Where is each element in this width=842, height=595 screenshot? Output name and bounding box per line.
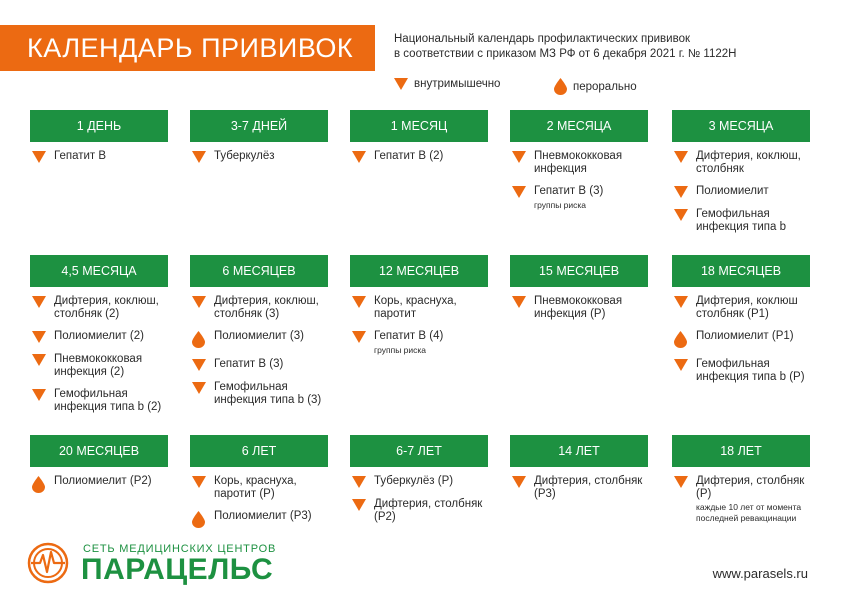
vaccine-item — [672, 358, 810, 383]
vaccine-item — [190, 330, 328, 348]
vaccine-label: Полиомиелит (Р2) — [54, 475, 152, 487]
vaccine-text — [534, 185, 603, 210]
age-header: 3-7 ДНЕЙ — [190, 110, 328, 142]
vaccine-text — [214, 510, 312, 523]
vaccine-item — [190, 381, 328, 406]
triangle-down-icon — [674, 359, 688, 371]
triangle-down-icon — [674, 209, 688, 221]
vaccine-type-marker — [32, 353, 54, 366]
vaccine-text — [54, 353, 168, 378]
vaccine-label: Гемофильная инфекция типа b — [696, 208, 787, 233]
triangle-down-icon — [512, 151, 526, 163]
vaccine-item — [510, 185, 648, 210]
vaccine-text — [214, 330, 304, 343]
triangle-down-icon — [674, 186, 688, 198]
triangle-down-icon — [352, 151, 366, 163]
vaccine-text — [534, 150, 648, 175]
vaccine-type-marker — [192, 510, 214, 528]
vaccine-type-marker — [674, 150, 696, 163]
vaccine-label: Гемофильная инфекция типа b (3) — [214, 381, 322, 406]
triangle-down-icon — [192, 296, 206, 308]
vaccine-type-marker — [32, 475, 54, 493]
age-header: 6 ЛЕТ — [190, 435, 328, 467]
vaccine-text — [54, 295, 168, 320]
vaccine-type-marker — [32, 330, 54, 343]
vaccine-text — [696, 295, 810, 320]
age-header: 1 ДЕНЬ — [30, 110, 168, 142]
triangle-down-icon — [352, 296, 366, 308]
vaccine-label: Дифтерия, столбняк (Р3) — [534, 475, 643, 500]
vaccine-item — [190, 510, 328, 528]
age-column — [190, 255, 328, 416]
vaccine-type-marker — [192, 381, 214, 394]
age-column — [30, 255, 168, 423]
vaccine-label: Полиомиелит (3) — [214, 330, 304, 342]
vaccine-item — [672, 295, 810, 320]
age-header: 6 МЕСЯЦЕВ — [190, 255, 328, 287]
triangle-down-icon — [352, 476, 366, 488]
vaccine-type-marker — [32, 295, 54, 308]
vaccine-item — [30, 295, 168, 320]
age-header: 2 МЕСЯЦА — [510, 110, 648, 142]
triangle-down-icon — [192, 359, 206, 371]
age-header: 1 МЕСЯЦ — [350, 110, 488, 142]
subtitle-line-1: Национальный календарь профилактических прививок — [394, 33, 691, 45]
vaccine-text — [696, 150, 810, 175]
legend — [394, 78, 654, 94]
age-header: 3 МЕСЯЦА — [672, 110, 810, 142]
vaccine-label: Дифтерия, коклюш столбняк (Р1) — [696, 295, 798, 320]
age-column — [30, 435, 168, 503]
vaccine-text — [374, 498, 488, 523]
vaccine-text — [374, 295, 488, 320]
vaccine-type-marker — [352, 498, 374, 511]
vaccine-item — [190, 358, 328, 371]
vaccine-item — [672, 150, 810, 175]
vaccine-type-marker — [352, 475, 374, 488]
vaccine-item — [350, 498, 488, 523]
vaccine-text — [374, 475, 453, 488]
age-header: 20 МЕСЯЦЕВ — [30, 435, 168, 467]
vaccine-item — [510, 150, 648, 175]
age-column — [510, 110, 648, 220]
vaccine-type-marker — [352, 330, 374, 343]
vaccine-text — [696, 208, 810, 233]
vaccine-note: группы риска — [534, 199, 587, 210]
vaccine-label: Полиомиелит (Р3) — [214, 510, 312, 522]
triangle-down-icon — [32, 389, 46, 401]
age-header: 18 ЛЕТ — [672, 435, 810, 467]
triangle-down-icon — [512, 296, 526, 308]
vaccine-type-marker — [512, 185, 534, 198]
vaccine-label: Гепатит В (3) — [214, 358, 284, 370]
vaccine-item — [350, 295, 488, 320]
vaccine-item — [672, 208, 810, 233]
triangle-down-icon — [674, 476, 688, 488]
vaccine-label: Гепатит В (4) — [374, 330, 444, 342]
triangle-down-icon — [394, 78, 408, 90]
vaccine-item — [30, 353, 168, 378]
vaccine-text — [54, 330, 144, 343]
drop-icon — [192, 511, 205, 528]
vaccine-item — [190, 150, 328, 163]
vaccine-item — [672, 185, 810, 198]
vaccine-item — [30, 150, 168, 163]
vaccine-type-marker — [512, 475, 534, 488]
vaccine-type-marker — [674, 330, 696, 348]
age-column — [350, 110, 488, 173]
age-header: 6-7 ЛЕТ — [350, 435, 488, 467]
vaccine-text — [696, 358, 810, 383]
vaccine-item — [30, 388, 168, 413]
legend-oral-label: перорально — [573, 80, 637, 93]
vaccine-text — [214, 381, 328, 406]
vaccine-text — [214, 475, 328, 500]
triangle-down-icon — [674, 151, 688, 163]
vaccine-type-marker — [674, 185, 696, 198]
vaccine-item — [510, 475, 648, 500]
age-header: 12 МЕСЯЦЕВ — [350, 255, 488, 287]
vaccine-type-marker — [512, 295, 534, 308]
vaccine-text — [54, 475, 152, 488]
age-header: 18 МЕСЯЦЕВ — [672, 255, 810, 287]
vaccine-item — [350, 150, 488, 163]
vaccine-label: Пневмококковая инфекция (Р) — [534, 295, 623, 320]
triangle-down-icon — [192, 151, 206, 163]
vaccine-text — [214, 150, 275, 163]
vaccine-type-marker — [674, 295, 696, 308]
vaccine-type-marker — [32, 150, 54, 163]
vaccine-text — [696, 475, 810, 523]
vaccine-label: Пневмококковая инфекция — [534, 150, 623, 175]
vaccine-text — [214, 358, 283, 371]
vaccine-text — [374, 330, 443, 355]
vaccine-label: Туберкулёз — [214, 150, 275, 162]
age-column — [350, 255, 488, 365]
vaccine-label: Дифтерия, коклюш, столбняк (2) — [54, 295, 159, 320]
age-header: 4,5 МЕСЯЦА — [30, 255, 168, 287]
vaccine-type-marker — [352, 150, 374, 163]
vaccine-label: Полиомиелит — [696, 185, 769, 197]
legend-oral — [554, 78, 637, 95]
vaccine-label: Гемофильная инфекция типа b (Р) — [696, 358, 805, 383]
vaccine-item — [30, 330, 168, 343]
vaccine-text — [374, 150, 443, 163]
legend-intramuscular — [394, 78, 500, 90]
vaccine-item — [510, 295, 648, 320]
vaccine-label: Полиомиелит (Р1) — [696, 330, 794, 342]
vaccine-type-marker — [32, 388, 54, 401]
triangle-down-icon — [352, 331, 366, 343]
vaccine-label: Гепатит В (2) — [374, 150, 444, 162]
age-column — [190, 435, 328, 538]
vaccine-type-marker — [192, 358, 214, 371]
triangle-down-icon — [32, 296, 46, 308]
brand-subtitle: СЕТЬ МЕДИЦИНСКИХ ЦЕНТРОВ — [83, 543, 277, 555]
logo-icon — [27, 542, 69, 584]
vaccine-label: Полиомиелит (2) — [54, 330, 144, 342]
subtitle-line-2: в соответствии с приказом МЗ РФ от 6 декабря 2021 г. № 1122Н — [394, 48, 737, 60]
triangle-down-icon — [192, 476, 206, 488]
drop-icon — [32, 476, 45, 493]
vaccine-label: Корь, краснуха, паротит — [374, 295, 457, 320]
vaccine-item — [350, 475, 488, 488]
age-column — [672, 255, 810, 393]
legend-intramuscular-label: внутримышечно — [414, 78, 501, 90]
triangle-down-icon — [32, 354, 46, 366]
vaccine-label: Дифтерия, столбняк (Р) — [696, 475, 805, 500]
age-column — [350, 435, 488, 533]
vaccine-label: Дифтерия, коклюш, столбняк — [696, 150, 801, 175]
drop-icon — [674, 331, 687, 348]
vaccine-text — [54, 388, 168, 413]
vaccine-item — [190, 295, 328, 320]
vaccine-note: группы риска — [374, 344, 427, 355]
vaccine-label: Гемофильная инфекция типа b (2) — [54, 388, 162, 413]
vaccine-type-marker — [192, 330, 214, 348]
vaccine-label: Корь, краснуха, паротит (Р) — [214, 475, 297, 500]
triangle-down-icon — [674, 296, 688, 308]
vaccine-type-marker — [674, 208, 696, 221]
age-column — [190, 110, 328, 173]
vaccine-item — [30, 475, 168, 493]
vaccine-type-marker — [192, 295, 214, 308]
vaccine-text — [696, 185, 769, 198]
subtitle — [394, 32, 736, 62]
vaccine-item — [672, 330, 810, 348]
vaccine-item — [190, 475, 328, 500]
vaccine-text — [534, 295, 648, 320]
vaccine-label: Гепатит В (3) — [534, 185, 604, 197]
age-column — [510, 435, 648, 510]
vaccine-type-marker — [674, 475, 696, 488]
vaccine-label: Дифтерия, столбняк (Р2) — [374, 498, 483, 523]
age-column — [672, 435, 810, 533]
age-column — [510, 255, 648, 330]
age-header: 15 МЕСЯЦЕВ — [510, 255, 648, 287]
vaccine-label: Гепатит В — [54, 150, 107, 162]
page-title: КАЛЕНДАРЬ ПРИВИВОК — [0, 25, 375, 71]
website-link[interactable]: www.parasels.ru — [712, 566, 808, 581]
triangle-down-icon — [352, 499, 366, 511]
vaccine-text — [54, 150, 106, 163]
vaccine-text — [214, 295, 328, 320]
vaccine-text — [534, 475, 648, 500]
triangle-down-icon — [32, 151, 46, 163]
triangle-down-icon — [32, 331, 46, 343]
vaccine-label: Дифтерия, коклюш, столбняк (3) — [214, 295, 319, 320]
triangle-down-icon — [512, 476, 526, 488]
vaccine-type-marker — [674, 358, 696, 371]
drop-icon — [554, 78, 567, 95]
brand-name: ПАРАЦЕЛЬС — [81, 553, 274, 586]
age-column — [672, 110, 810, 243]
vaccine-type-marker — [192, 150, 214, 163]
drop-icon — [192, 331, 205, 348]
vaccine-type-marker — [192, 475, 214, 488]
vaccine-item — [350, 330, 488, 355]
vaccine-text — [696, 330, 794, 343]
vaccine-type-marker — [512, 150, 534, 163]
vaccine-item — [672, 475, 810, 523]
age-column — [30, 110, 168, 173]
vaccine-type-marker — [352, 295, 374, 308]
vaccine-label: Пневмококковая инфекция (2) — [54, 353, 143, 378]
age-header: 14 ЛЕТ — [510, 435, 648, 467]
vaccine-note: каждые 10 лет от момента последней ревакцинации — [696, 502, 802, 523]
triangle-down-icon — [512, 186, 526, 198]
vaccine-label: Туберкулёз (Р) — [374, 475, 454, 487]
triangle-down-icon — [192, 382, 206, 394]
